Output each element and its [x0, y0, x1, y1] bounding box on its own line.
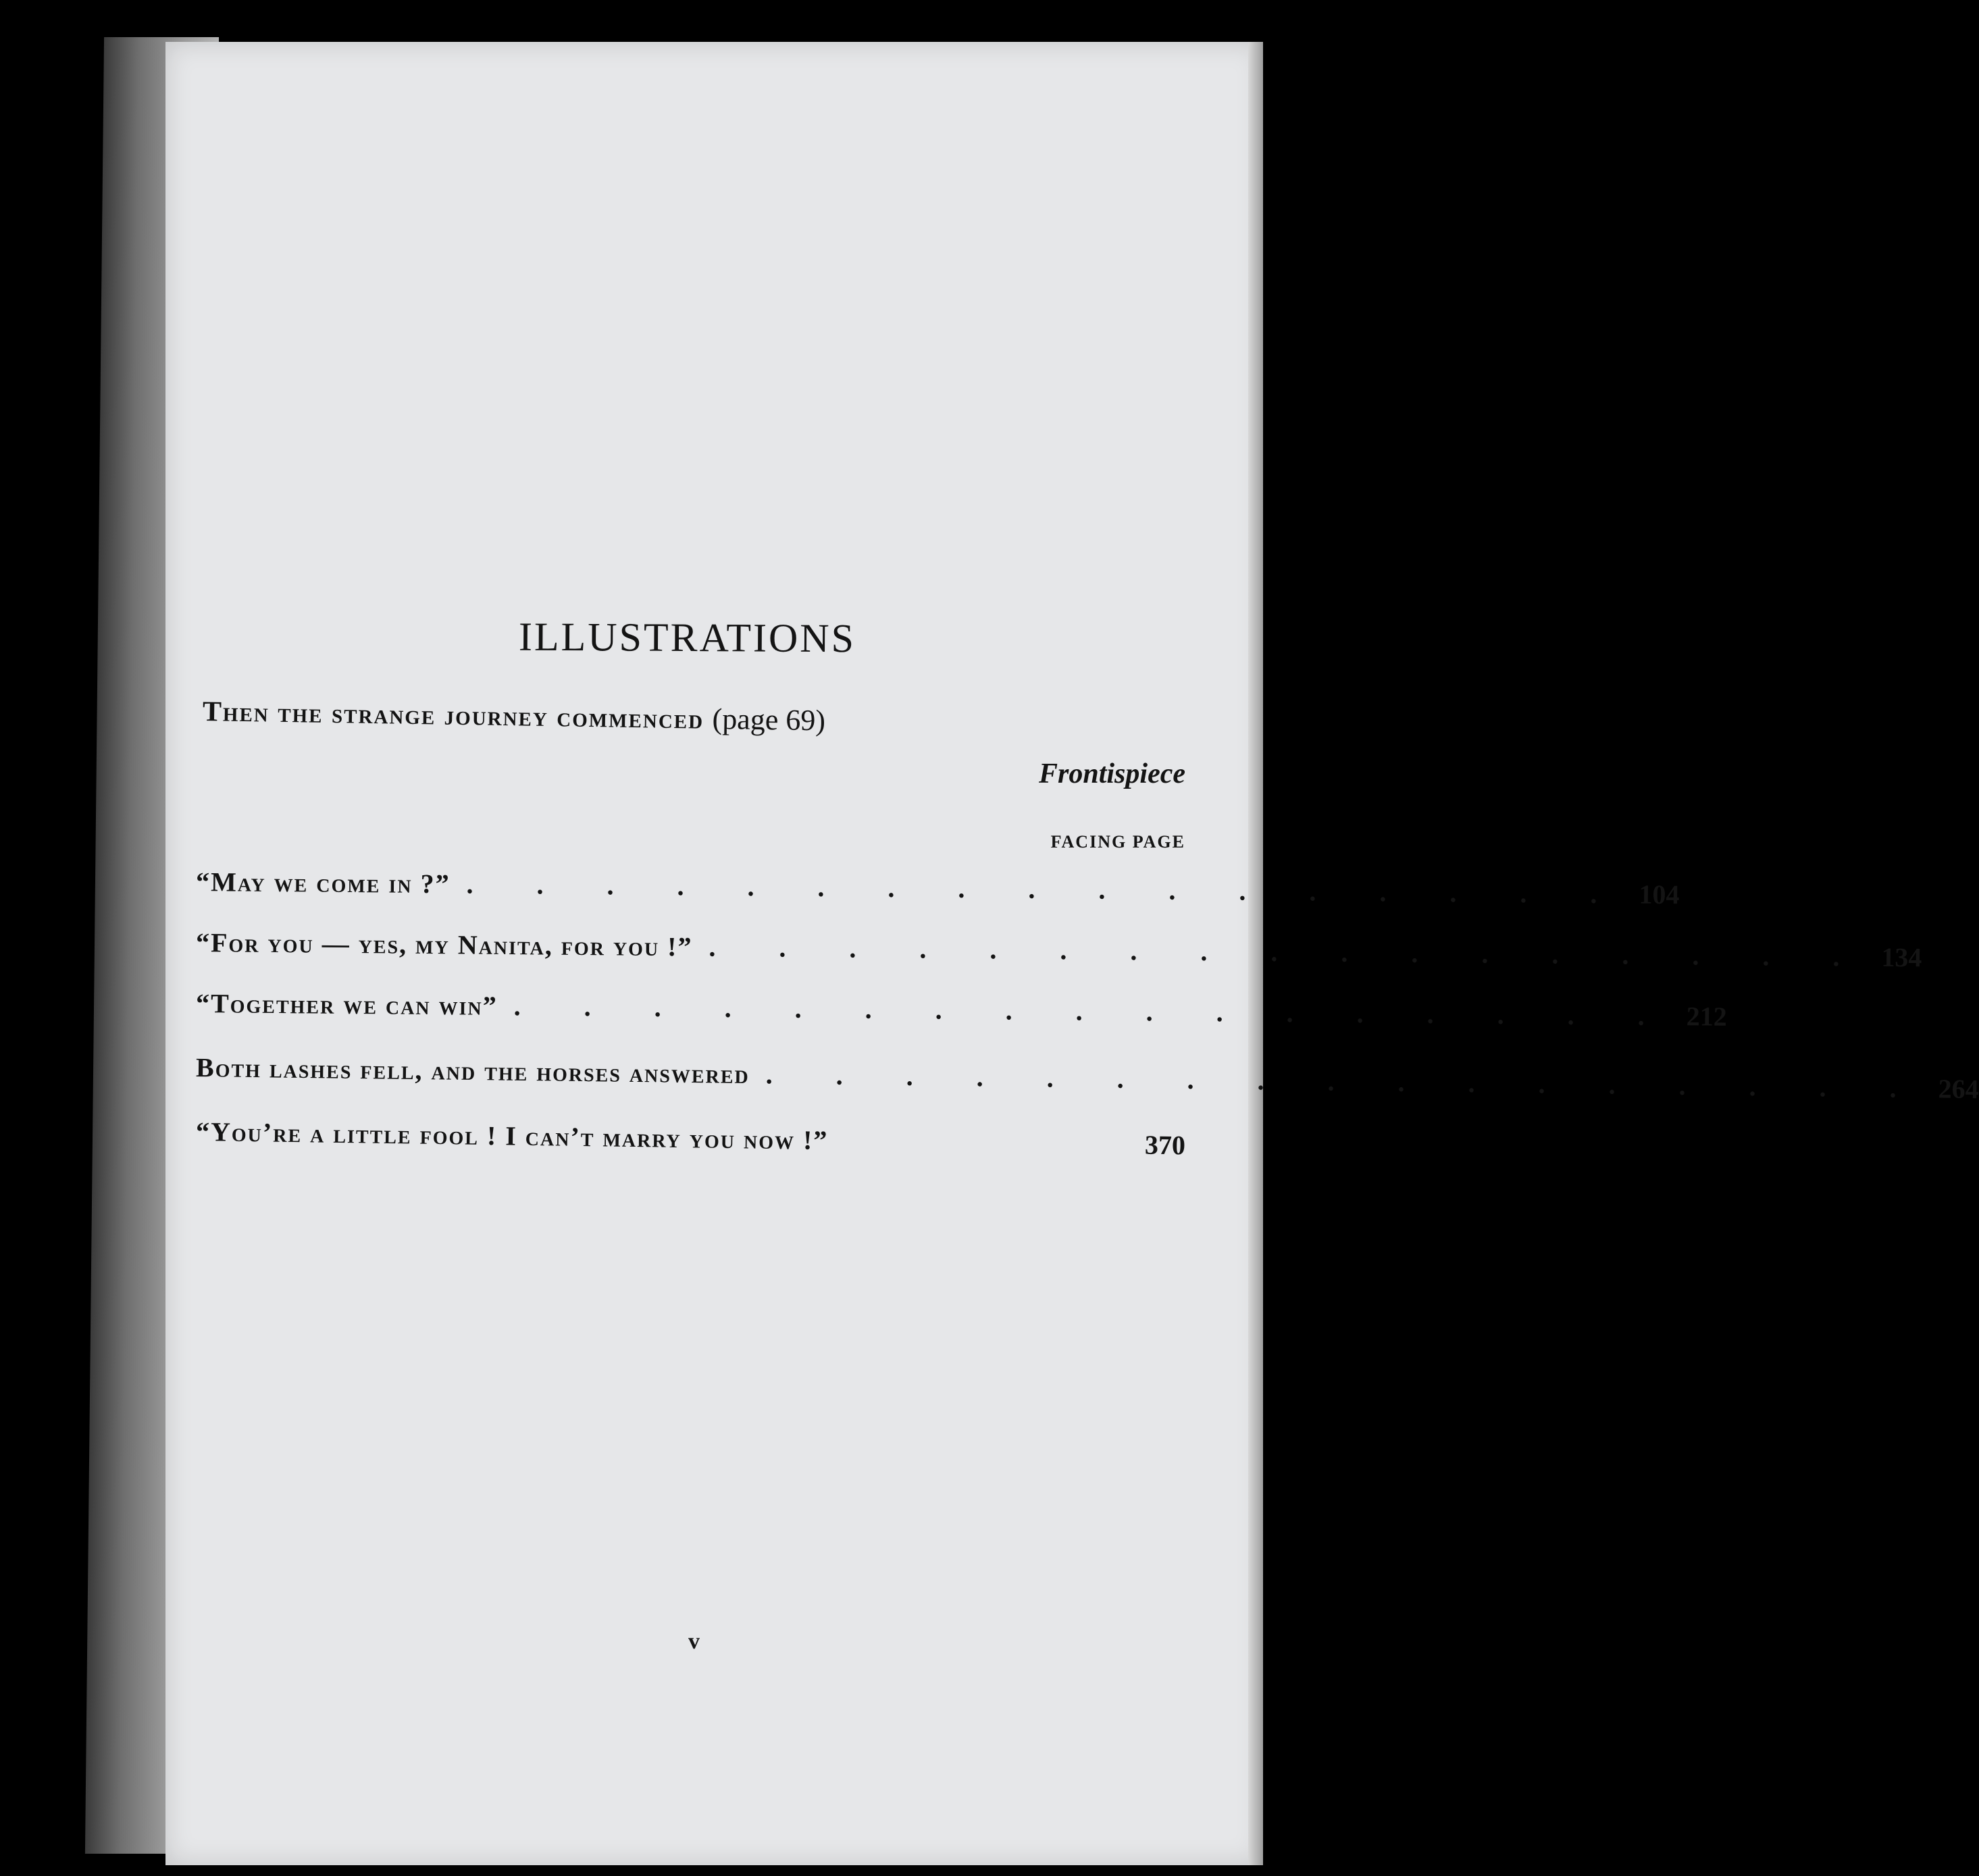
- page-folio: v: [688, 1629, 700, 1654]
- page-number: 370: [1144, 1129, 1186, 1161]
- leader-dots: . . . . . . . . . . . . . . . . .: [466, 868, 1626, 910]
- illustration-entry: [195, 866, 1680, 915]
- illustration-entry: [195, 1051, 1979, 1105]
- illustration-entry: [195, 987, 1727, 1037]
- leader-dots: [828, 1149, 1131, 1153]
- frontispiece-page-ref: (page 69): [712, 702, 826, 737]
- page-title: ILLUSTRATIONS: [518, 614, 856, 661]
- facing-page-header: FACING PAGE: [1050, 832, 1185, 852]
- illustration-caption: Both lashes fell, and the horses answered: [195, 1052, 750, 1090]
- frontispiece-label: Frontispiece: [1039, 758, 1185, 789]
- page-number: 134: [1881, 941, 1922, 973]
- illustration-caption: “May we come in ?”: [195, 866, 451, 900]
- illustration-caption: “You’re a little fool ! I can’t marry you now !”: [195, 1116, 829, 1156]
- leader-dots: . . . . . . . . . . . . . . . . .: [765, 1059, 1925, 1104]
- illustration-entry: [196, 1116, 1186, 1170]
- frontispiece-caption: [203, 694, 826, 737]
- leader-dots: . . . . . . . . . . . . . . . . .: [513, 991, 1673, 1032]
- leader-dots: . . . . . . . . . . . . . . . . .: [709, 931, 1868, 972]
- page-number: 212: [1686, 1001, 1727, 1032]
- book-page: [165, 42, 1979, 1865]
- illustration-caption: “For you — yes, my Nanita, for you !”: [195, 927, 693, 962]
- illustration-caption: “Together we can win”: [195, 988, 498, 1021]
- page-number: 264: [1938, 1073, 1979, 1105]
- frontispiece-caption-text: Then the strange journey commenced: [202, 696, 704, 735]
- page-number: 104: [1639, 879, 1680, 910]
- illustration-entry: [195, 927, 1922, 976]
